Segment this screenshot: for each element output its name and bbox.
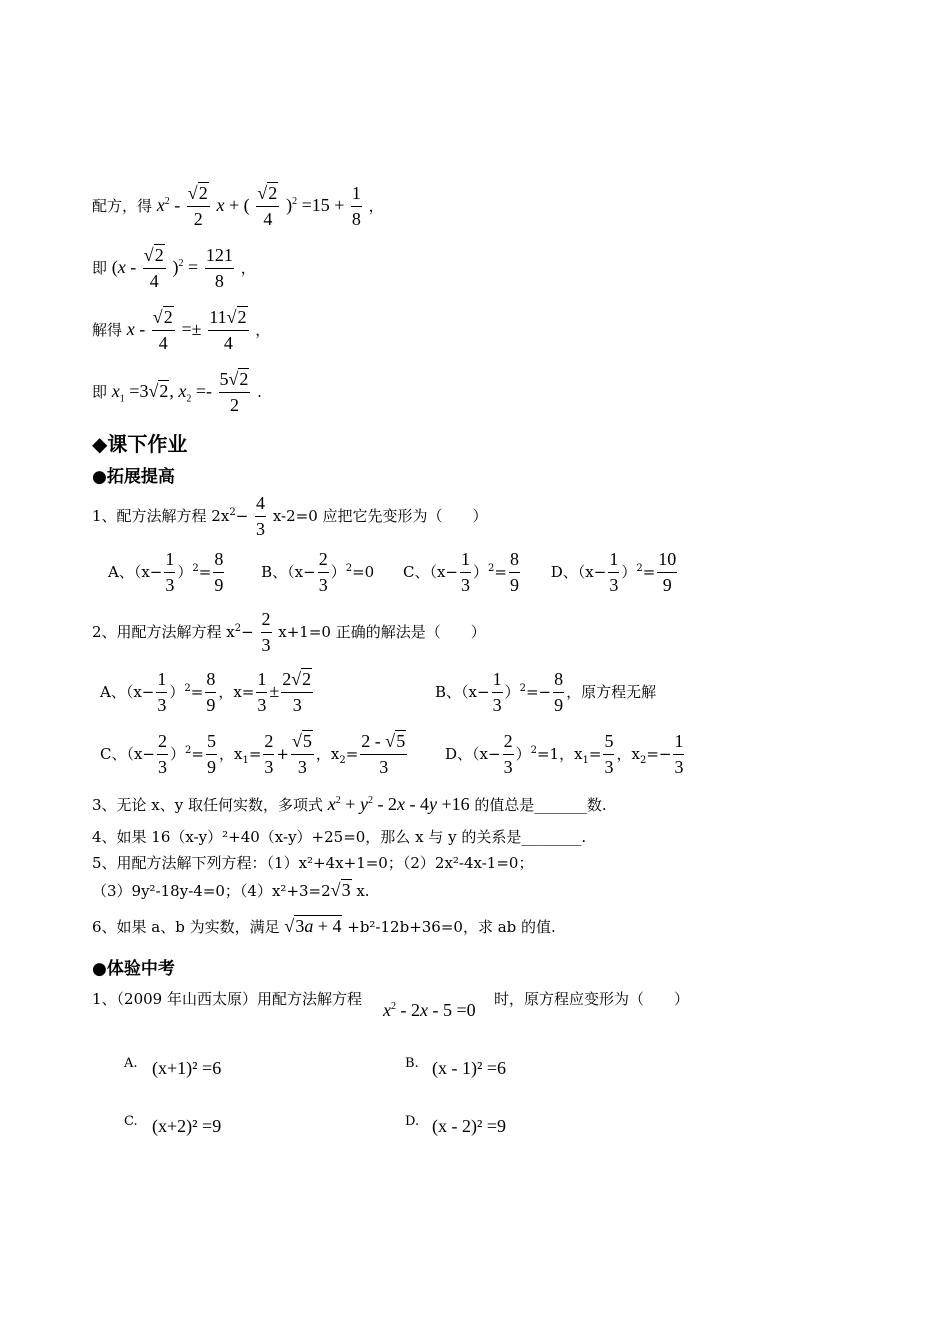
question-2-option-a: A、（x− $\frac{1}{3}$ ）$^2$= $\frac{8}{9}$ ，x= $\frac{1}{3}$ ± $\frac{2√2}{3}$ [100, 669, 312, 715]
option-d: D、（x− $\frac{1}{3}$ ）$^2$= $\frac{10}{9}$ [550, 549, 677, 595]
exam-question-1-suffix: 时，原方程应变形为（ ） [494, 990, 690, 1008]
question-2-option-c: C、（x− $\frac{2}{3}$ ）$^2$= $\frac{5}{9}$ ，$x_1=$ $\frac{2}{3}$ + $\frac{√5}{3}$ ，$x_2=$ $\frac{2 - √5}{3}$ [100, 731, 406, 777]
question-5-line-2: （3）9y²-18y-4=0；（4）x²+3=2√3 x. [92, 880, 370, 900]
question-2-option-b: B、（x− $\frac{1}{3}$ ）$^2$=− $\frac{8}{9}$ ，原方程无解 [435, 669, 657, 715]
exam-option-d-label: D. [405, 1114, 420, 1129]
exam-question-1: 1、（2009 年山西太原）用配方法解方程 [92, 990, 362, 1008]
option-a: A、（x− $\frac{1}{3}$ ）$^2$= $\frac{8}{9}$ [108, 549, 224, 595]
question-5-line-1: 5、用配方法解下列方程：（1）x²+4x+1=0；（2）2x²-4x-1=0； [92, 854, 534, 872]
solution-line-1: 配方，得 $x^2$ - $\frac{√2}{2}$ x + ( $\frac{√2}{4}$ )$^2$ =15 + $\frac{1}{8}$ ， [92, 183, 384, 229]
solution-line-2: 即 (x - $\frac{√2}{4}$ )$^2$ = $\frac{121}{8}$ ， [92, 245, 256, 291]
exam-option-b-label: B. [405, 1056, 419, 1071]
exam-option-b: (x - 1)² =6 [432, 1058, 507, 1078]
subsection-extension-heading: ●拓展提高 [92, 467, 175, 487]
exam-option-c-label: C. [124, 1114, 138, 1129]
question-2: 2、用配方法解方程 $x^2-$ $\frac{2}{3}$ x+1=0 正确的解法是（ ） [92, 609, 486, 655]
question-3: 3、无论 x、y 取任何实数，多项式 $x^2 + y^2 - 2x - 4y +16$ 的值总是_______数. [92, 794, 607, 814]
question-2-option-d: D、（x− $\frac{2}{3}$ ）$^2$=1，$x_1=$ $\frac{5}{3}$ ，$x_2=-$ $\frac{1}{3}$ [445, 731, 684, 777]
subsection-exam-heading: ●体验中考 [92, 959, 175, 979]
question-1-options [108, 550, 679, 596]
exam-option-a: (x+1)² =6 [152, 1058, 222, 1078]
question-4: 4、如果 16（x-y）²+40（x-y）+25=0，那么 x 与 y 的关系是________. [92, 828, 587, 846]
section-homework-heading: ◆课下作业 [92, 432, 188, 456]
solution-line-4: 即 $x_1 =3√2$, $x_2$ =- $\frac{5√2}{2}$ . [92, 369, 262, 415]
option-c: C、（x− $\frac{1}{3}$ ）$^2$= $\frac{8}{9}$ [402, 549, 519, 595]
solution-line-3: 解得 x - $\frac{√2}{4}$ =± $\frac{11√2}{4}$ ， [92, 307, 271, 353]
exam-question-1-equation: $x^2 - 2x - 5 =0$ [383, 1000, 476, 1020]
option-b: B、（x− $\frac{2}{3}$ ）$^2$=0 [261, 549, 375, 595]
question-1: 1、配方法解方程 $2x^2-$ $\frac{4}{3}$ x-2=0 应把它先变形为（ ） [92, 493, 488, 539]
exam-option-d: (x - 2)² =9 [432, 1116, 507, 1136]
exam-option-a-label: A. [124, 1056, 138, 1071]
question-6: 6、如果 a、b 为实数，满足 √3a + 4 +b²-12b+36=0，求 ab 的值. [92, 916, 556, 936]
exam-option-c: (x+2)² =9 [152, 1116, 222, 1136]
